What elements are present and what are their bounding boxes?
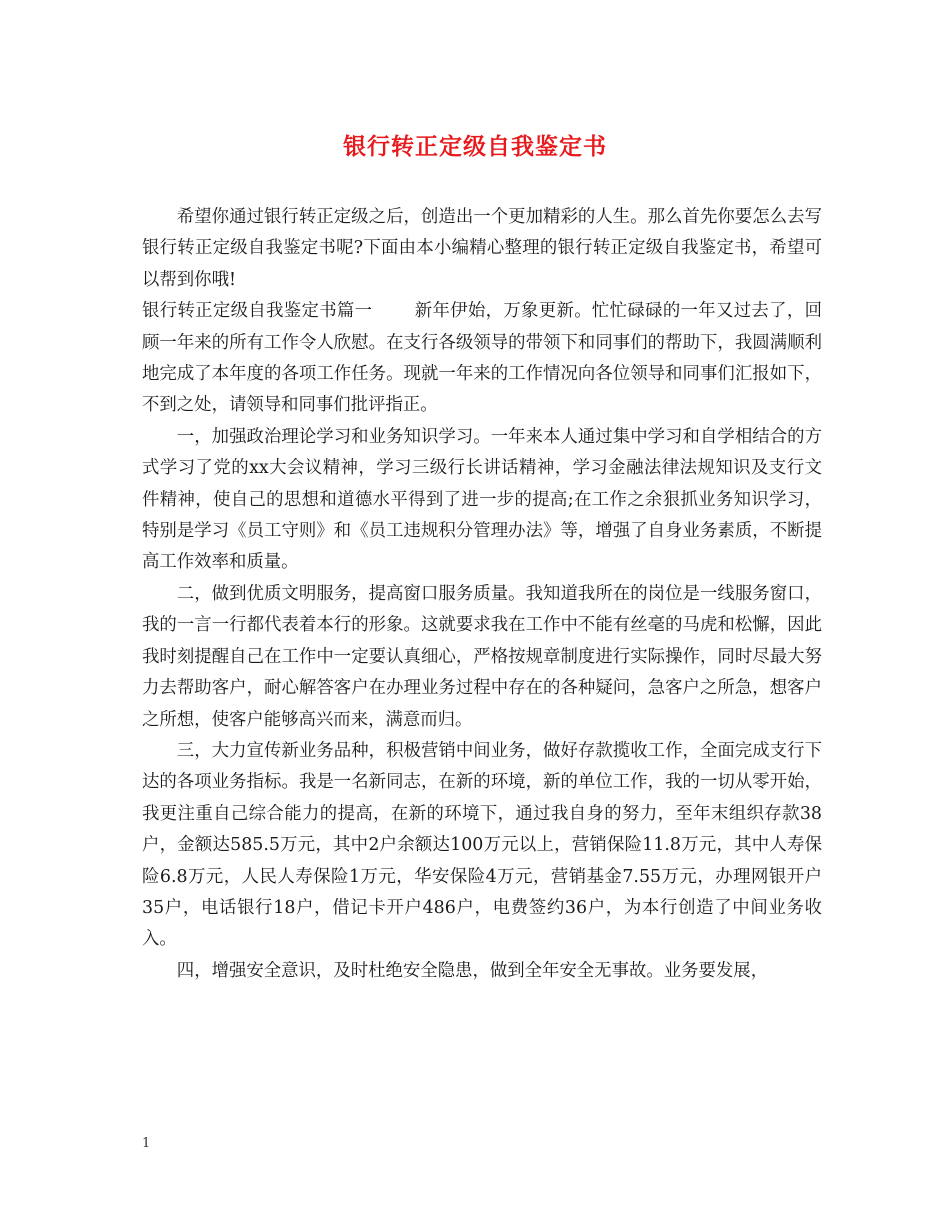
paragraph-one: 一，加强政治理论学习和业务知识学习。一年来本人通过集中学习和自学相结合的方式学习了党的xx大会议精神，学习三级行长讲话精神，学习金融法律法规知识及支行文件精神，使自己的思想和道德水平得到了进一步的提高;在工作之余狠抓业务知识学习，特别是学习《员工守则》和《员工违规积分管理办法》等，增强了自身业务素质，不断提高工作效率和质量。 (142, 426, 822, 573)
section-opening-text: 新年伊始，万象更新。忙忙碌碌的一年又过去了，回顾一年来的所有工作令人欣慰。在支行各级领导的带领下和同事们的帮助下，我圆满顺利地完成了本年度的各项工作任务。现就一年来的工作情况向各位领导和同事们汇报如下，不到之处，请领导和同事们批评指正。 (142, 301, 822, 416)
document-title: 银行转正定级自我鉴定书 (343, 133, 607, 160)
paragraph-two: 二，做到优质文明服务，提高窗口服务质量。我知道我所在的岗位是一线服务窗口，我的一言一行都代表着本行的形象。这就要求我在工作中不能有丝毫的马虎和松懈，因此我时刻提醒自己在工作中一定要认真细心，严格按规章制度进行实际操作，同时尽最大努力去帮助客户，耐心解答客户在办理业务过程中存在的各种疑问，急客户之所急，想客户之所想，使客户能够高兴而来，满意而归。 (142, 583, 822, 730)
paragraph-four: 四，增强安全意识，及时杜绝安全隐患，做到全年安全无事故。业务要发展， (176, 960, 769, 981)
document-body (142, 202, 822, 987)
paragraph-three: 三，大力宣传新业务品种，积极营销中间业务，做好存款揽收工作，全面完成支行下达的各项业务指标。我是一名新同志，在新的环境，新的单位工作，我的一切从零开始，我更注重自己综合能力的提高，在新的环境下，通过我自身的努力，至年末组织存款38户，金额达585.5万元，其中2户余额达100万元以上，营销保险11.8万元，其中人寿保险6.8万元，人民人寿保险1万元，华安保险4万元，营销基金7.55万元，办理网银开户35户，电话银行18户，借记卡开户486户，电费签约36户，为本行创造了中间业务收入。 (142, 740, 822, 950)
intro-paragraph: 希望你通过银行转正定级之后，创造出一个更加精彩的人生。那么首先你要怎么去写银行转正定级自我鉴定书呢?下面由本小编精心整理的银行转正定级自我鉴定书，希望可以帮到你哦! (142, 207, 822, 290)
section-one-paragraph (142, 296, 822, 422)
section-heading: 银行转正定级自我鉴定书篇一 (142, 301, 373, 322)
page-number: 1 (142, 1136, 151, 1151)
